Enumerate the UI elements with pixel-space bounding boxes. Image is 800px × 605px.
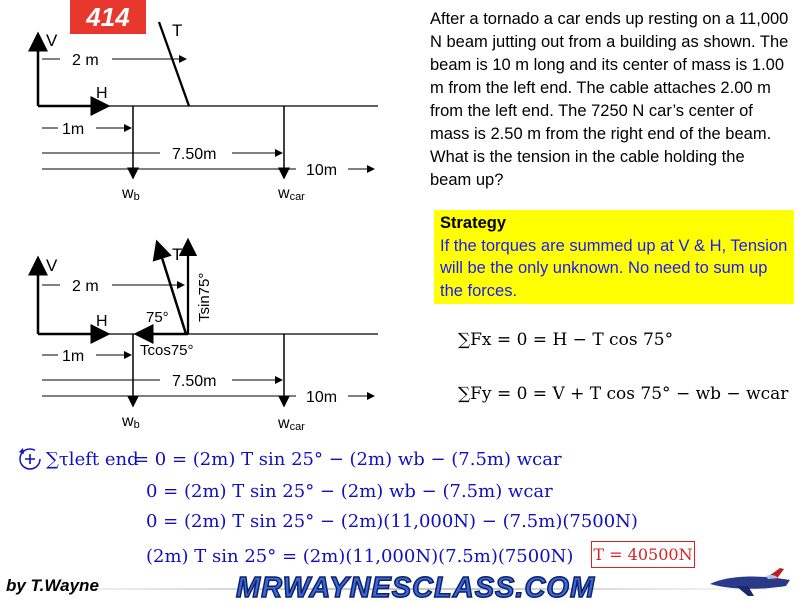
wcar-label: w <box>278 415 290 432</box>
wcar-label: w <box>278 185 290 202</box>
jet-logo-icon <box>706 566 794 598</box>
dim-10m-label: 10m <box>306 389 338 406</box>
sum-fx-equation: ∑Fx = 0 = H − T cos 75° <box>458 330 674 350</box>
wcar-sub: car <box>289 191 305 203</box>
svg-text:wcar <box>277 415 305 433</box>
wb-sub: b <box>133 191 140 203</box>
dim-2m-label: 2 m <box>72 278 99 295</box>
tcos-label: Tcos75° <box>140 342 194 359</box>
beam-diagram-bottom <box>0 230 420 440</box>
author-byline: by T.Wayne <box>6 576 99 595</box>
slide-number-badge: 414 <box>70 0 146 34</box>
beam-diagram-top <box>0 0 420 215</box>
svg-text:wb <box>121 185 140 203</box>
wb-sub: b <box>133 419 140 431</box>
svg-text:wcar <box>277 185 305 203</box>
strategy-box <box>434 210 794 304</box>
dim-750-label: 7.50m <box>172 146 217 163</box>
t-label: T <box>172 21 183 40</box>
torque-line-1: = 0 = (2m) T sin 25° − (2m) wb − (7.5m) wcar <box>134 449 562 470</box>
strategy-heading: Strategy <box>440 214 507 232</box>
wb-label: w <box>122 185 134 202</box>
torque-line-2: 0 = (2m) T sin 25° − (2m) wb − (7.5m) wcar <box>146 481 553 502</box>
problem-statement: After a tornado a car ends up resting on a 11,000 N beam jutting out from a building as shown. The beam is 10 m long and its center of mass is 1.00 m from the left end. The cable attaches 2.00 m from the left end. The 7250 N car’s center of mass is 2.50 m from the right end of the beam. What is the tension in the cable holding the beam up? <box>430 10 789 189</box>
torque-line-3: 0 = (2m) T sin 25° − (2m)(11,000N) − (7.5m)(7500N) <box>146 511 638 532</box>
v-label: V <box>46 31 58 50</box>
torque-line-4: (2m) T sin 25° = (2m)(11,000N)(7.5m)(7500N) <box>146 546 574 567</box>
site-banner-logo: MRWAYNESCLASS.COM <box>236 572 596 604</box>
dim-10m-label: 10m <box>306 162 338 179</box>
dim-1m-label: 1m <box>62 121 85 138</box>
v-label: V <box>46 256 58 275</box>
t-label: T <box>172 245 183 264</box>
dim-1m-label: 1m <box>62 348 85 365</box>
tsin-label: Tsin75° <box>196 272 213 322</box>
wb-label: w <box>122 413 134 430</box>
h-label: H <box>96 85 108 102</box>
torque-sum-symbol: ∑τleft end <box>46 449 139 470</box>
answer-box: T = 40500N <box>591 541 695 568</box>
ccw-rotation-icon <box>16 446 44 472</box>
svg-text:wb <box>121 413 140 431</box>
sum-fy-equation: ∑Fy = 0 = V + T cos 75° − wb − wcar <box>458 384 789 404</box>
strategy-body: If the torques are summed up at V & H, Tension will be the only unknown. No need to sum up the forces. <box>440 236 788 300</box>
wcar-sub: car <box>289 421 305 433</box>
dim-750-label: 7.50m <box>172 373 217 390</box>
angle-label: 75° <box>146 309 169 326</box>
h-label: H <box>96 313 108 330</box>
dim-2m-label: 2 m <box>72 52 99 69</box>
